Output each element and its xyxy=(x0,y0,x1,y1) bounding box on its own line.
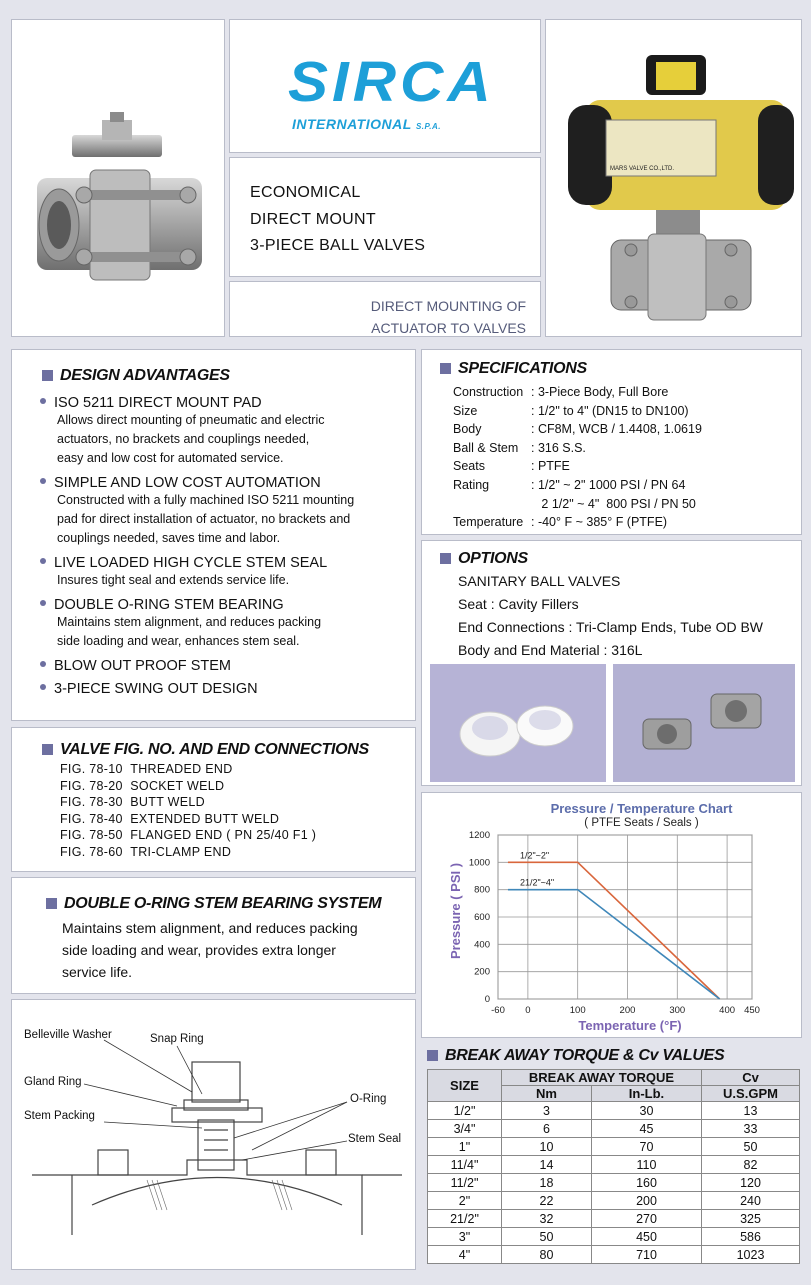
spec-row xyxy=(453,383,793,402)
fig-row xyxy=(60,844,316,861)
bullet-dot-icon xyxy=(40,478,46,484)
fig-row xyxy=(60,827,316,844)
brand-subtitle xyxy=(292,116,441,132)
cell-nm: 18 xyxy=(502,1174,592,1192)
col-torque: BREAK AWAY TORQUE xyxy=(502,1070,702,1086)
chart-subtitle: ( PTFE Seats / Seals ) xyxy=(584,817,699,829)
cell-cv: 82 xyxy=(702,1156,800,1174)
cell-cv: 1023 xyxy=(702,1246,800,1264)
x-tick-label: 0 xyxy=(525,1005,531,1016)
pressure-temperature-chart xyxy=(422,793,802,1038)
cell-cv: 33 xyxy=(702,1120,800,1138)
cell-nm: 50 xyxy=(502,1228,592,1246)
actuator-caption xyxy=(371,295,526,337)
fig-number: FIG. 78-30 xyxy=(60,795,123,810)
advantage-desc xyxy=(40,613,412,651)
spec-row xyxy=(453,439,793,458)
spec-key: Construction xyxy=(453,385,524,399)
caption-line: DIRECT MOUNTING OF xyxy=(370,298,526,314)
table-row xyxy=(428,1174,800,1192)
option-line: End Connections : Tri-Clamp Ends, Tube OD BW xyxy=(458,619,764,635)
advantage-desc-line: easy and low cost for automated service. xyxy=(57,451,284,465)
bullet-dot-icon xyxy=(40,684,46,690)
y-tick-label: 800 xyxy=(474,884,490,896)
square-bullet-icon xyxy=(440,553,451,564)
page-title xyxy=(250,180,425,260)
options-list xyxy=(458,570,798,662)
spec-row xyxy=(453,476,793,495)
advantage-desc xyxy=(40,571,412,590)
x-tick-label: 300 xyxy=(669,1005,686,1016)
cell-size: 2" xyxy=(428,1192,502,1210)
spec-key: Rating xyxy=(453,477,490,492)
col-inlb: In-Lb. xyxy=(592,1086,702,1102)
fig-number: FIG. 78-50 xyxy=(60,828,123,843)
col-nm: Nm xyxy=(502,1086,592,1102)
spec-value: : 316 S.S. xyxy=(531,440,586,455)
advantage-title: SIMPLE AND LOW COST AUTOMATION xyxy=(54,475,321,491)
cavity-filler-image xyxy=(430,664,606,782)
section-title: OPTIONS xyxy=(458,550,528,567)
y-tick-label: 0 xyxy=(484,994,490,1005)
label-stem-packing: Stem Packing xyxy=(24,1110,95,1122)
torque-table-wrap xyxy=(427,1069,800,1264)
desc-line: Maintains stem alignment, and reduces packing xyxy=(62,920,358,936)
brand-logo xyxy=(288,49,495,114)
cell-inlb: 30 xyxy=(592,1102,702,1120)
section-title: BREAK AWAY TORQUE & Cv VALUES xyxy=(445,1047,725,1064)
valve-fig-panel xyxy=(11,727,416,872)
advantage-title: LIVE LOADED HIGH CYCLE STEM SEAL xyxy=(54,555,328,571)
spec-value: 2 1/2" ~ 4" 800 PSI / PN 50 xyxy=(531,496,696,511)
tri-clamp-ends-image xyxy=(613,664,795,782)
actuator-valve-image xyxy=(546,20,802,337)
brand-subtitle-text: INTERNATIONAL xyxy=(292,116,412,132)
cell-nm: 6 xyxy=(502,1120,592,1138)
square-bullet-icon xyxy=(440,363,451,374)
cell-size: 1/2" xyxy=(428,1102,502,1120)
y-tick-label: 400 xyxy=(474,939,490,951)
spec-key xyxy=(453,495,531,514)
section-title: SPECIFICATIONS xyxy=(458,360,587,377)
spec-key: Temperature xyxy=(453,515,524,530)
advantage-desc-line: Insures tight seal and extends service life. xyxy=(57,573,290,587)
y-tick-label: 200 xyxy=(474,966,490,978)
spec-key: Ball & Stem xyxy=(453,440,519,455)
spec-row xyxy=(453,420,793,439)
table-row xyxy=(428,1120,800,1138)
advantages-list xyxy=(40,388,412,697)
cell-inlb: 110 xyxy=(592,1156,702,1174)
x-tick-label: 400 xyxy=(719,1005,736,1016)
advantage-title: 3-PIECE SWING OUT DESIGN xyxy=(54,681,258,697)
list-item xyxy=(40,395,412,468)
fig-number: FIG. 78-60 xyxy=(60,844,123,859)
actuator-label: MARS VALVE CO.,LTD. xyxy=(610,166,675,172)
list-item xyxy=(40,658,412,674)
cell-nm: 14 xyxy=(502,1156,592,1174)
advantage-desc-line: Allows direct mounting of pneumatic and electric xyxy=(57,413,325,427)
advantage-title: DOUBLE O-RING STEM BEARING xyxy=(54,597,284,613)
cell-size: 11/2" xyxy=(428,1174,502,1192)
fig-desc: FLANGED END ( PN 25/40 F1 ) xyxy=(130,828,317,843)
fig-row xyxy=(60,778,316,795)
cell-cv: 120 xyxy=(702,1174,800,1192)
cell-nm: 22 xyxy=(502,1192,592,1210)
y-tick-label: 1200 xyxy=(468,830,490,841)
cell-size: 11/4" xyxy=(428,1156,502,1174)
cell-cv: 586 xyxy=(702,1228,800,1246)
table-row xyxy=(428,1228,800,1246)
title-line: ECONOMICAL xyxy=(250,184,361,201)
option-line: SANITARY BALL VALVES xyxy=(458,573,621,589)
cell-inlb: 70 xyxy=(592,1138,702,1156)
x-tick-label: 100 xyxy=(569,1005,586,1016)
desc-line: service life. xyxy=(62,964,133,980)
fig-desc: THREADED END xyxy=(130,762,233,776)
table-row xyxy=(428,1246,800,1264)
spec-key: Body xyxy=(453,422,482,437)
section-title: VALVE FIG. NO. AND END CONNECTIONS xyxy=(60,741,369,758)
y-tick-label: 1000 xyxy=(468,857,490,869)
advantage-desc-line: pad for direct installation of actuator, no brackets and xyxy=(57,512,351,526)
advantage-title: BLOW OUT PROOF STEM xyxy=(54,658,231,674)
x-tick-label: -60 xyxy=(491,1005,505,1016)
options-panel xyxy=(421,540,802,786)
cell-nm: 10 xyxy=(502,1138,592,1156)
series-label: 1/2"~2" xyxy=(519,850,550,861)
chart-ylabel: Pressure ( PSI ) xyxy=(448,862,463,960)
y-tick-label: 600 xyxy=(474,912,490,923)
specs-table xyxy=(453,383,793,532)
double-oring-heading xyxy=(46,895,381,913)
spec-row xyxy=(453,495,793,514)
spec-value: : 1/2" to 4" (DN15 to DN100) xyxy=(531,403,689,418)
cell-inlb: 160 xyxy=(592,1174,702,1192)
fig-desc: SOCKET WELD xyxy=(130,778,225,793)
cell-size: 3" xyxy=(428,1228,502,1246)
ball-valve-image xyxy=(12,20,225,337)
cell-cv: 50 xyxy=(702,1138,800,1156)
square-bullet-icon xyxy=(42,370,53,381)
spec-key: Size xyxy=(453,403,478,418)
label-belleville-washer: Belleville Washer xyxy=(24,1029,112,1041)
valve-fig-heading xyxy=(42,741,369,759)
advantage-desc xyxy=(40,491,412,548)
fig-number: FIG. 78-10 xyxy=(60,762,123,776)
cell-nm: 80 xyxy=(502,1246,592,1264)
spec-row xyxy=(453,402,793,421)
cell-inlb: 710 xyxy=(592,1246,702,1264)
fig-desc: EXTENDED BUTT WELD xyxy=(130,811,280,826)
stem-diagram-panel xyxy=(11,999,416,1270)
cell-size: 1" xyxy=(428,1138,502,1156)
pt-chart-panel xyxy=(421,792,802,1038)
chart-title: Pressure / Temperature Chart xyxy=(550,801,733,816)
list-item xyxy=(40,597,412,651)
cell-nm: 3 xyxy=(502,1102,592,1120)
brand-suffix: S.P.A. xyxy=(415,122,442,131)
valve-photo-panel xyxy=(11,19,225,337)
label-snap-ring: Snap Ring xyxy=(150,1033,204,1045)
torque-section xyxy=(421,1044,802,1270)
design-advantages-panel xyxy=(11,349,416,721)
title-panel xyxy=(229,157,541,277)
spec-value: : CF8M, WCB / 1.4408, 1.0619 xyxy=(531,422,702,437)
advantage-desc xyxy=(40,411,412,468)
x-tick-label: 200 xyxy=(619,1005,636,1016)
cell-cv: 13 xyxy=(702,1102,800,1120)
specifications-heading xyxy=(440,360,587,378)
fig-number: FIG. 78-20 xyxy=(60,778,123,793)
table-row xyxy=(428,1210,800,1228)
cell-size: 4" xyxy=(428,1246,502,1264)
section-title: DESIGN ADVANTAGES xyxy=(60,367,230,384)
section-title: DOUBLE O-RING STEM BEARING SYSTEM xyxy=(64,895,382,912)
spec-value: : PTFE xyxy=(531,459,570,474)
desc-line: side loading and wear, provides extra longer xyxy=(62,942,336,958)
torque-table xyxy=(427,1069,800,1264)
spec-value: : 1/2" ~ 2" 1000 PSI / PN 64 xyxy=(531,477,686,492)
spec-row xyxy=(453,513,793,532)
cell-size: 21/2" xyxy=(428,1210,502,1228)
fig-row xyxy=(60,761,316,778)
table-row xyxy=(428,1138,800,1156)
advantage-desc-line: Constructed with a fully machined ISO 5211 mounting xyxy=(57,493,355,507)
series-label: 21/2"~4" xyxy=(519,877,555,888)
square-bullet-icon xyxy=(427,1050,438,1061)
fig-desc: BUTT WELD xyxy=(130,795,205,810)
bullet-dot-icon xyxy=(40,398,46,404)
advantage-desc-line: actuators, no brackets and couplings needed, xyxy=(57,432,310,446)
fig-list xyxy=(60,761,316,861)
col-size: SIZE xyxy=(428,1070,502,1102)
fig-row xyxy=(60,811,316,828)
specifications-panel xyxy=(421,349,802,535)
title-line: DIRECT MOUNT xyxy=(250,210,376,228)
cell-inlb: 200 xyxy=(592,1192,702,1210)
option-line: Seat : Cavity Fillers xyxy=(458,596,579,612)
chart-xlabel: Temperature (°F) xyxy=(578,1018,682,1033)
spec-row xyxy=(453,457,793,476)
actuator-photo-panel xyxy=(545,19,802,337)
advantage-title: ISO 5211 DIRECT MOUNT PAD xyxy=(54,395,262,411)
x-tick-label: 450 xyxy=(744,1005,760,1016)
brand-logo-text: SIRCA xyxy=(288,49,495,114)
option-line: Body and End Material : 316L xyxy=(458,642,643,658)
double-oring-panel xyxy=(11,877,416,994)
cell-size: 3/4" xyxy=(428,1120,502,1138)
spec-key: Seats xyxy=(453,459,485,474)
title-line: 3-PIECE BALL VALVES xyxy=(250,237,426,254)
spec-value: : -40° F ~ 385° F (PTFE) xyxy=(531,515,668,530)
label-gland-ring: Gland Ring xyxy=(24,1076,82,1088)
label-stem-seal: Stem Seal xyxy=(348,1133,402,1145)
bullet-dot-icon xyxy=(40,558,46,564)
design-advantages-heading xyxy=(42,367,230,385)
table-row xyxy=(428,1102,800,1120)
list-item xyxy=(40,681,412,697)
options-heading xyxy=(440,550,528,568)
caption-line: ACTUATOR TO VALVES xyxy=(371,320,526,336)
cell-inlb: 450 xyxy=(592,1228,702,1246)
square-bullet-icon xyxy=(42,744,53,755)
cell-nm: 32 xyxy=(502,1210,592,1228)
cell-inlb: 45 xyxy=(592,1120,702,1138)
advantage-desc-line: side loading and wear, enhances stem seal. xyxy=(57,634,300,648)
bullet-dot-icon xyxy=(40,661,46,667)
advantage-desc-line: couplings needed, saves time and labor. xyxy=(57,531,281,545)
cell-cv: 240 xyxy=(702,1192,800,1210)
cell-cv: 325 xyxy=(702,1210,800,1228)
fig-desc: TRI-CLAMP END xyxy=(130,844,232,859)
fig-number: FIG. 78-40 xyxy=(60,811,123,826)
table-row xyxy=(428,1192,800,1210)
torque-heading xyxy=(427,1047,724,1065)
label-o-ring: O-Ring xyxy=(350,1093,387,1105)
table-row xyxy=(428,1156,800,1174)
cell-inlb: 270 xyxy=(592,1210,702,1228)
spec-value: : 3-Piece Body, Full Bore xyxy=(531,385,669,399)
list-item xyxy=(40,555,412,590)
col-gpm: U.S.GPM xyxy=(702,1086,800,1102)
double-oring-desc xyxy=(62,917,358,983)
fig-row xyxy=(60,794,316,811)
logo-panel xyxy=(229,19,541,153)
list-item xyxy=(40,475,412,548)
caption-panel xyxy=(229,281,541,337)
bullet-dot-icon xyxy=(40,600,46,606)
square-bullet-icon xyxy=(46,898,57,909)
col-cv: Cv xyxy=(702,1070,800,1086)
advantage-desc-line: Maintains stem alignment, and reduces packing xyxy=(57,615,322,629)
